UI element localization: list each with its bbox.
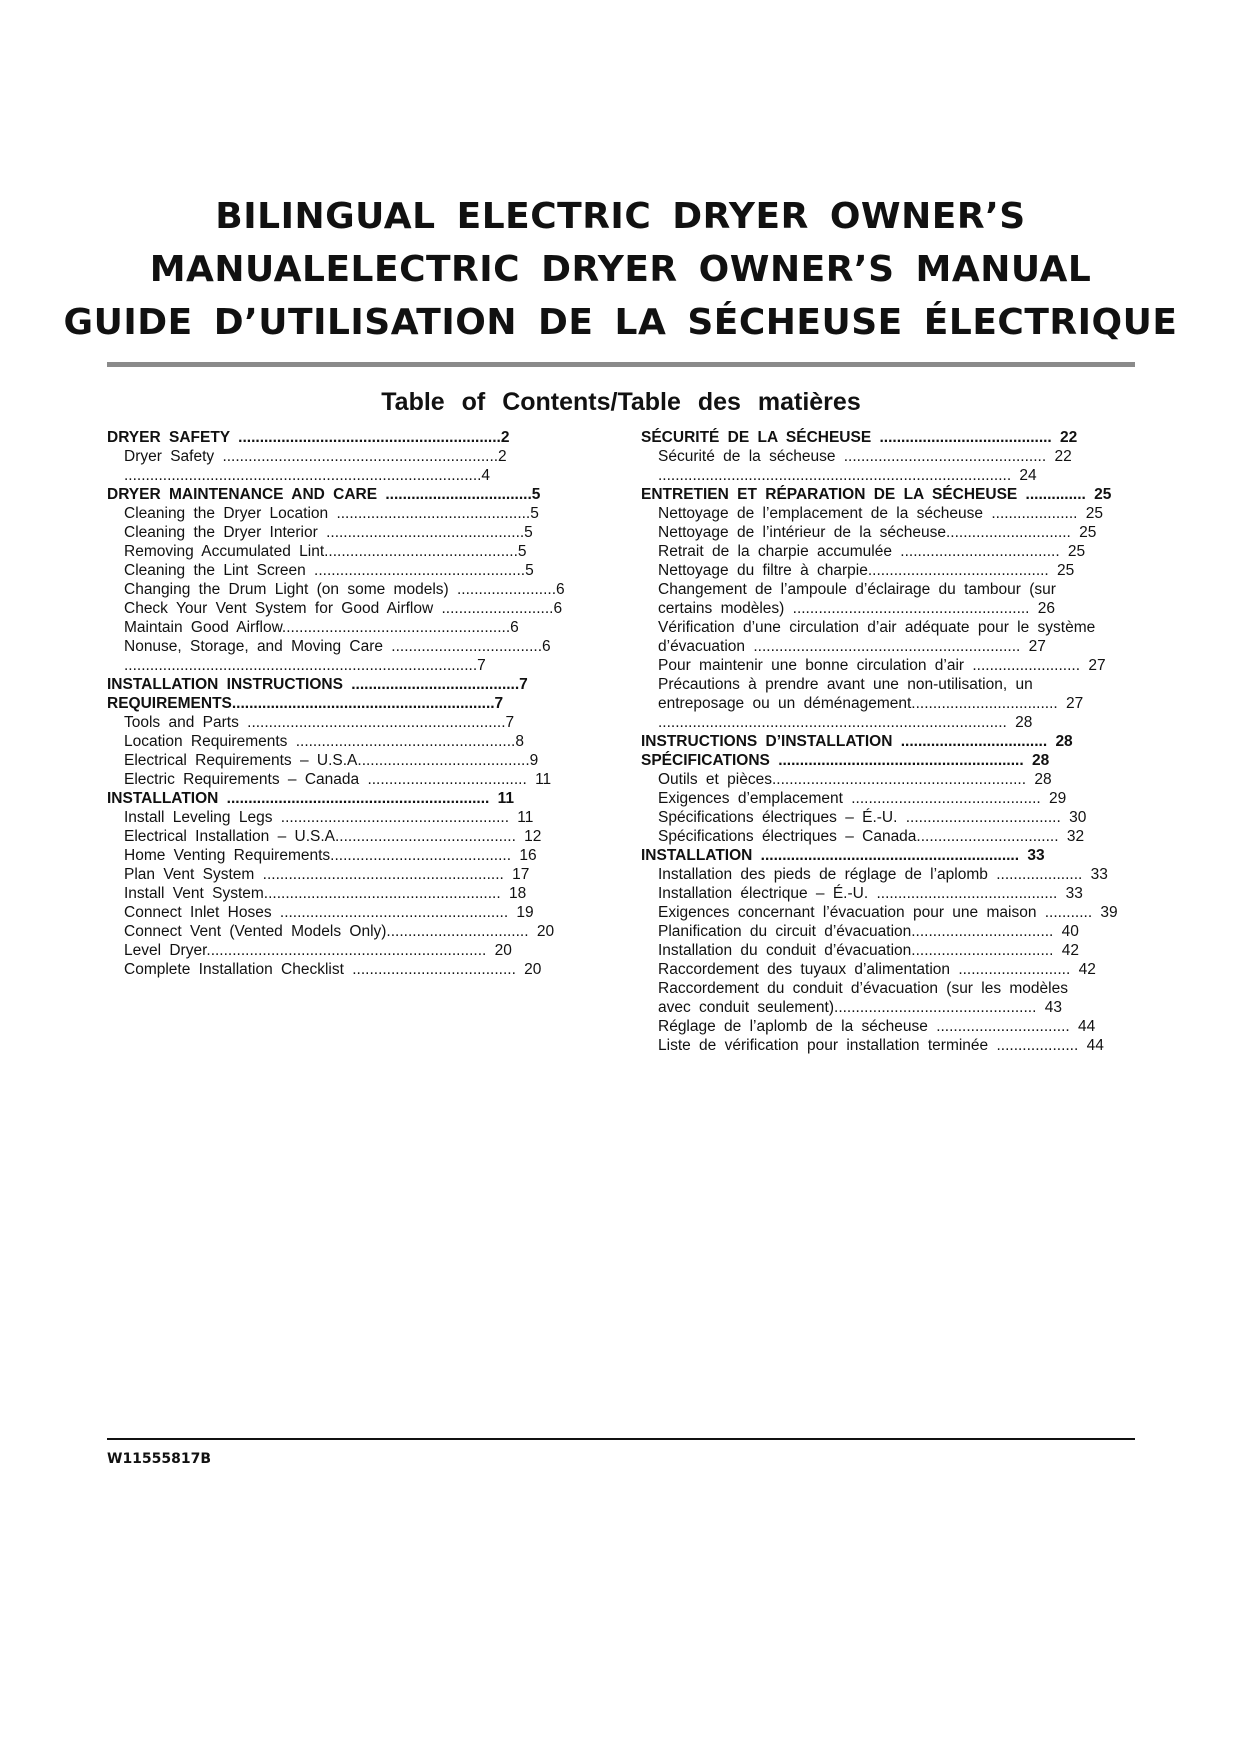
toc-subsection-entry[interactable]: Check Your Vent System for Good Airflow ..........................6 [124, 600, 563, 617]
toc-subsection-entry[interactable]: Location Requirements ...................................................8 [124, 733, 524, 750]
toc-subsection-entry[interactable]: Installation du conduit d’évacuation................................. 42 [658, 942, 1079, 959]
toc-subsection-entry[interactable]: entreposage ou un déménagement.................................. 27 [658, 695, 1084, 712]
toc-subsection-entry[interactable]: .................................................................................. 24 [658, 467, 1037, 484]
title-line: GUIDE D’UTILISATION DE LA SÉCHEUSE ÉLECTRIQUE [63, 302, 1178, 343]
toc-subsection-entry[interactable]: Removing Accumulated Lint.............................................5 [124, 543, 527, 560]
toc-subsection-entry[interactable]: Level Dryer................................................................. 20 [124, 942, 512, 959]
title-divider [107, 362, 1135, 367]
toc-subsection-entry[interactable]: Nettoyage de l’emplacement de la sécheuse .................... 25 [658, 505, 1104, 522]
toc-section-entry[interactable]: ENTRETIEN ET RÉPARATION DE LA SÉCHEUSE .............. 25 [641, 486, 1112, 503]
toc-subsection-entry[interactable]: Précautions à prendre avant une non-utilisation, un [658, 676, 1033, 693]
toc-section-entry[interactable]: SPÉCIFICATIONS ......................................................... 28 [641, 752, 1050, 769]
toc-section-entry[interactable]: DRYER SAFETY .............................................................2 [107, 429, 510, 446]
toc-subsection-entry[interactable]: Dryer Safety ................................................................2 [124, 448, 507, 465]
toc-column-french [641, 428, 1161, 1055]
toc-subsection-entry[interactable]: Pour maintenir une bonne circulation d’air ......................... 27 [658, 657, 1106, 674]
toc-subsection-entry[interactable]: Install Vent System....................................................... 18 [124, 885, 527, 902]
toc-subsection-entry[interactable]: Tools and Parts ............................................................7 [124, 714, 515, 731]
toc-subsection-entry[interactable]: Installation des pieds de réglage de l’aplomb .................... 33 [658, 866, 1108, 883]
toc-section-entry[interactable]: INSTALLATION ............................................................. 11 [107, 790, 515, 807]
toc-subsection-entry[interactable]: Exigences concernant l’évacuation pour une maison ........... 39 [658, 904, 1118, 921]
footer-divider [107, 1438, 1135, 1440]
toc-heading: Table of Contents/Table des matières [381, 388, 861, 416]
toc-subsection-entry[interactable]: Changement de l’ampoule d’éclairage du tambour (sur [658, 581, 1056, 598]
toc-subsection-entry[interactable]: Spécifications électriques – É.-U. .................................... 30 [658, 809, 1087, 826]
toc-section-entry[interactable]: SÉCURITÉ DE LA SÉCHEUSE ........................................ 22 [641, 429, 1078, 446]
toc-subsection-entry[interactable]: avec conduit seulement)............................................... 43 [658, 999, 1062, 1016]
toc-subsection-entry[interactable]: Réglage de l’aplomb de la sécheuse ............................... 44 [658, 1018, 1096, 1035]
document-number: W11555817B [107, 1451, 212, 1467]
toc-subsection-entry[interactable]: Planification du circuit d’évacuation................................. 40 [658, 923, 1079, 940]
toc-subsection-entry[interactable]: Install Leveling Legs ..................................................... 11 [124, 809, 534, 826]
toc-subsection-entry[interactable]: certains modèles) ....................................................... 26 [658, 600, 1056, 617]
toc-subsection-entry[interactable]: Complete Installation Checklist ...................................... 20 [124, 961, 542, 978]
title-line: BILINGUAL ELECTRIC DRYER OWNER’S [215, 196, 1026, 237]
toc-subsection-entry[interactable]: Installation électrique – É.-U. .......................................... 33 [658, 885, 1083, 902]
toc-subsection-entry[interactable]: Connect Vent (Vented Models Only)................................. 20 [124, 923, 555, 940]
document-title [60, 190, 1181, 349]
toc-subsection-entry[interactable]: Nonuse, Storage, and Moving Care ...................................6 [124, 638, 551, 655]
toc-subsection-entry[interactable]: ...................................................................................4 [124, 467, 491, 484]
toc-subsection-entry[interactable]: Cleaning the Dryer Interior ..............................................5 [124, 524, 533, 541]
toc-section-entry[interactable]: INSTRUCTIONS D’INSTALLATION .................................. 28 [641, 733, 1073, 750]
toc-subsection-entry[interactable]: Raccordement du conduit d’évacuation (sur les modèles [658, 980, 1068, 997]
toc-subsection-entry[interactable]: Raccordement des tuyaux d’alimentation .......................... 42 [658, 961, 1096, 978]
toc-subsection-entry[interactable]: Liste de vérification pour installation terminée ................... 44 [658, 1037, 1104, 1054]
toc-subsection-entry[interactable]: Electrical Requirements – U.S.A........................................9 [124, 752, 539, 769]
toc-subsection-entry[interactable]: Changing the Drum Light (on some models) .......................6 [124, 581, 565, 598]
toc-subsection-entry[interactable]: Plan Vent System ........................................................ 17 [124, 866, 530, 883]
toc-subsection-entry[interactable]: Sécurité de la sécheuse ............................................... 22 [658, 448, 1072, 465]
toc-subsection-entry[interactable]: d’évacuation .............................................................. 27 [658, 638, 1046, 655]
toc-section-entry[interactable]: INSTALLATION INSTRUCTIONS .......................................7 [107, 676, 528, 693]
toc-subsection-entry[interactable]: Cleaning the Dryer Location .............................................5 [124, 505, 539, 522]
toc-section-entry[interactable]: REQUIREMENTS.............................................................7 [107, 695, 504, 712]
toc-subsection-entry[interactable]: ................................................................................. 28 [658, 714, 1033, 731]
toc-subsection-entry[interactable]: Cleaning the Lint Screen .................................................5 [124, 562, 534, 579]
toc-subsection-entry[interactable]: Exigences d’emplacement ............................................ 29 [658, 790, 1067, 807]
toc-subsection-entry[interactable]: Retrait de la charpie accumulée ..................................... 25 [658, 543, 1086, 560]
toc-subsection-entry[interactable]: Vérification d’une circulation d’air adéquate pour le système [658, 619, 1096, 636]
toc-subsection-entry[interactable]: Nettoyage de l’intérieur de la sécheuse............................. 25 [658, 524, 1097, 541]
toc-subsection-entry[interactable]: Nettoyage du filtre à charpie.......................................... 25 [658, 562, 1075, 579]
toc-column-english [107, 428, 627, 979]
toc-subsection-entry[interactable]: ..................................................................................7 [124, 657, 486, 674]
toc-subsection-entry[interactable]: Connect Inlet Hoses ..................................................... 19 [124, 904, 534, 921]
toc-subsection-entry[interactable]: Maintain Good Airflow.....................................................6 [124, 619, 519, 636]
toc-subsection-entry[interactable]: Electric Requirements – Canada ..................................... 11 [124, 771, 552, 788]
toc-subsection-entry[interactable]: Outils et pièces........................................................... 28 [658, 771, 1052, 788]
toc-subsection-entry[interactable]: Home Venting Requirements.......................................... 16 [124, 847, 537, 864]
toc-section-entry[interactable]: INSTALLATION ............................................................ 33 [641, 847, 1045, 864]
title-line: MANUALELECTRIC DRYER OWNER’S MANUAL [149, 249, 1092, 290]
toc-section-entry[interactable]: DRYER MAINTENANCE AND CARE ..................................5 [107, 486, 541, 503]
toc-subsection-entry[interactable]: Electrical Installation – U.S.A.......................................... 12 [124, 828, 542, 845]
toc-subsection-entry[interactable]: Spécifications électriques – Canada................................. 32 [658, 828, 1085, 845]
